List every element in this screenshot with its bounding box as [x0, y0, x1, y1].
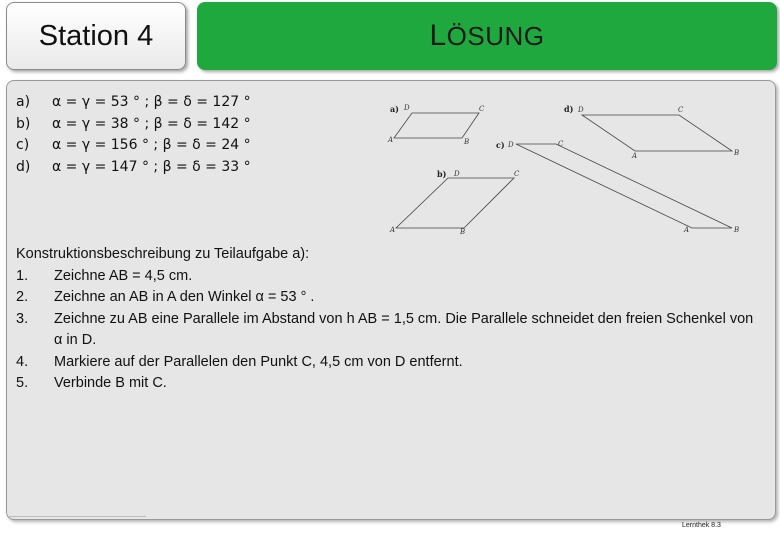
- solution-banner: [197, 2, 777, 70]
- vertex-d-C: C: [678, 106, 684, 114]
- vertex-d-A: A: [632, 152, 638, 160]
- vertex-a-A: A: [388, 136, 394, 144]
- construction-step: [16, 266, 761, 288]
- parallelogram-a: [394, 113, 479, 138]
- step-text: Zeichne an AB in A den Winkel α = 53 ° .: [54, 289, 315, 305]
- divider: [8, 516, 146, 517]
- answer-text: α = γ = 53 ° ; β = δ = 127 °: [52, 94, 251, 110]
- step-text: Markiere auf der Parallelen den Punkt C, 4,5 cm von D entfernt.: [54, 353, 463, 370]
- construction-step: [16, 287, 761, 309]
- vertex-b-C: C: [514, 170, 520, 178]
- vertex-a-B: B: [464, 138, 470, 146]
- vertex-a-C: C: [479, 105, 485, 113]
- step-text: Verbinde B mit C.: [54, 375, 167, 391]
- step-text: Zeichne AB = 4,5 cm.: [54, 267, 193, 284]
- vertex-d-B: B: [734, 149, 740, 157]
- answer-letter: d): [16, 158, 31, 175]
- vertex-c-B: B: [734, 226, 740, 234]
- step-number: 5.: [16, 375, 29, 391]
- station-title: Station 4: [38, 19, 154, 52]
- vertex-c-A: A: [684, 226, 690, 234]
- footer-label: Lernthek 8.3: [682, 522, 721, 529]
- answer-row-c: [16, 135, 251, 157]
- parallelogram-figure: [382, 96, 752, 236]
- answer-row-d: [16, 157, 251, 179]
- vertex-c-D: D: [508, 141, 514, 149]
- step-text: Zeichne zu AB eine Parallele im Abstand von h AB = 1,5 cm. Die Parallele schneidet den freien Schenkel von α in D.: [54, 310, 754, 348]
- figure-tag-c: c): [496, 140, 505, 150]
- solution-title: LÖSUNG: [429, 19, 545, 52]
- answer-row-a: [16, 92, 251, 114]
- figure-tag-d: d): [564, 104, 574, 114]
- construction-step: [16, 309, 761, 352]
- vertex-c-C: C: [558, 140, 564, 148]
- parallelogram-b: [396, 178, 514, 228]
- construction-description: [16, 244, 761, 395]
- parallelogram-d: [582, 115, 732, 151]
- answer-text: α = γ = 156 ° ; β = δ = 24 °: [52, 137, 251, 153]
- construction-step: [16, 373, 761, 395]
- construction-heading: Konstruktionsbeschreibung zu Teilaufgabe a):: [16, 246, 310, 262]
- answer-text: α = γ = 147 ° ; β = δ = 33 °: [52, 158, 251, 175]
- station-title-box: [6, 2, 186, 70]
- vertex-a-D: D: [404, 104, 410, 112]
- figure-tag-a: a): [390, 104, 399, 114]
- figure-tag-b: b): [437, 169, 447, 179]
- answer-list: [16, 92, 251, 178]
- answer-letter: a): [16, 94, 31, 110]
- vertex-b-A: A: [390, 226, 396, 234]
- answer-text: α = γ = 38 ° ; β = δ = 142 °: [52, 115, 251, 132]
- parallelogram-c: [516, 144, 732, 228]
- vertex-d-D: D: [578, 106, 584, 114]
- step-number: 2.: [16, 289, 29, 305]
- vertex-b-B: B: [460, 228, 466, 236]
- step-number: 1.: [16, 267, 29, 284]
- step-number: 3.: [16, 310, 29, 327]
- vertex-b-D: D: [454, 170, 460, 178]
- answer-letter: c): [16, 137, 30, 153]
- construction-step: [16, 352, 761, 374]
- answer-row-b: [16, 114, 251, 136]
- step-number: 4.: [16, 353, 29, 370]
- answer-letter: b): [16, 115, 31, 132]
